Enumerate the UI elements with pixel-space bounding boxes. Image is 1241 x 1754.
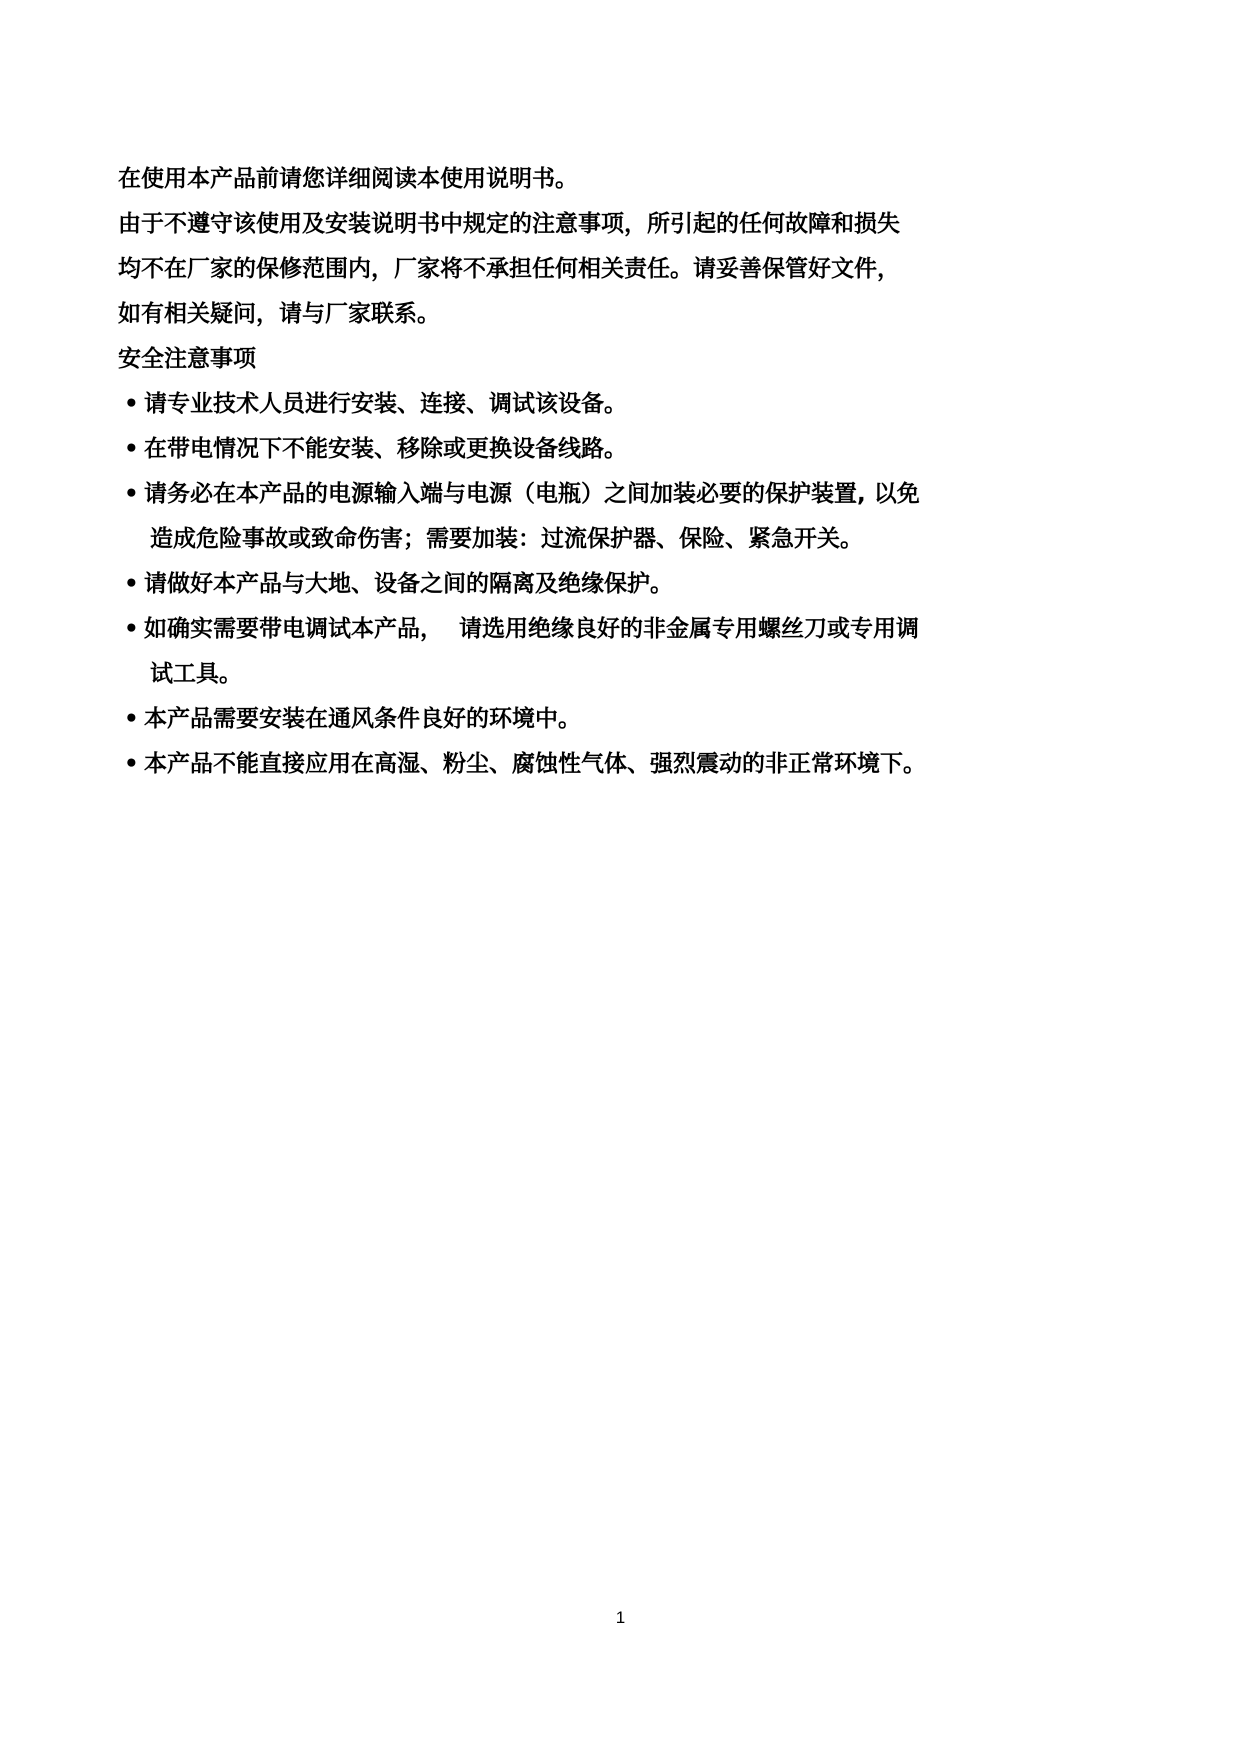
bullet-icon: •	[124, 706, 139, 732]
safety-item-7	[118, 742, 998, 787]
safety-item-6	[118, 697, 998, 742]
safety-item-text: 如确实需要带电调试本产品， 请选用绝缘良好的非金属专用螺丝刀或专用调	[144, 616, 920, 642]
bullet-icon: •	[124, 571, 139, 597]
safety-item-text: 请务必在本产品的电源输入端与电源（电瓶）之间加装必要的保护装置, 以免	[144, 481, 920, 507]
safety-item-2	[118, 427, 998, 472]
safety-heading: 安全注意事项	[118, 346, 256, 372]
intro-line-2: 由于不遵守该使用及安装说明书中规定的注意事项，所引起的任何故障和损失	[118, 211, 900, 237]
safety-item-5	[118, 607, 998, 697]
bullet-icon: •	[124, 616, 139, 642]
bullet-icon: •	[124, 391, 139, 417]
safety-item-text: 请专业技术人员进行安装、连接、调试该设备。	[144, 391, 627, 417]
bullet-icon: •	[124, 481, 139, 507]
safety-item-1	[118, 382, 998, 427]
bullet-icon: •	[124, 436, 139, 462]
page-content	[118, 157, 998, 787]
safety-item-3	[118, 472, 998, 562]
safety-item-text-continued: 造成危险事故或致命伤害；需要加装：过流保护器、保险、紧急开关。	[150, 526, 863, 552]
intro-line-4: 如有相关疑问，请与厂家联系。	[118, 301, 440, 327]
safety-item-text: 请做好本产品与大地、设备之间的隔离及绝缘保护。	[144, 571, 673, 597]
intro-line-1: 在使用本产品前请您详细阅读本使用说明书。	[118, 166, 578, 192]
safety-item-text: 在带电情况下不能安装、移除或更换设备线路。	[144, 436, 627, 462]
safety-list	[118, 382, 998, 787]
page-number: 1	[615, 1608, 626, 1627]
safety-item-4	[118, 562, 998, 607]
safety-item-text-continued: 试工具。	[150, 661, 242, 687]
intro-line-3: 均不在厂家的保修范围内，厂家将不承担任何相关责任。请妥善保管好文件，	[118, 256, 900, 282]
safety-item-text: 本产品需要安装在通风条件良好的环境中。	[144, 706, 581, 732]
safety-item-text: 本产品不能直接应用在高湿、粉尘、腐蚀性气体、强烈震动的非正常环境下。	[144, 751, 926, 777]
bullet-icon: •	[124, 751, 139, 777]
